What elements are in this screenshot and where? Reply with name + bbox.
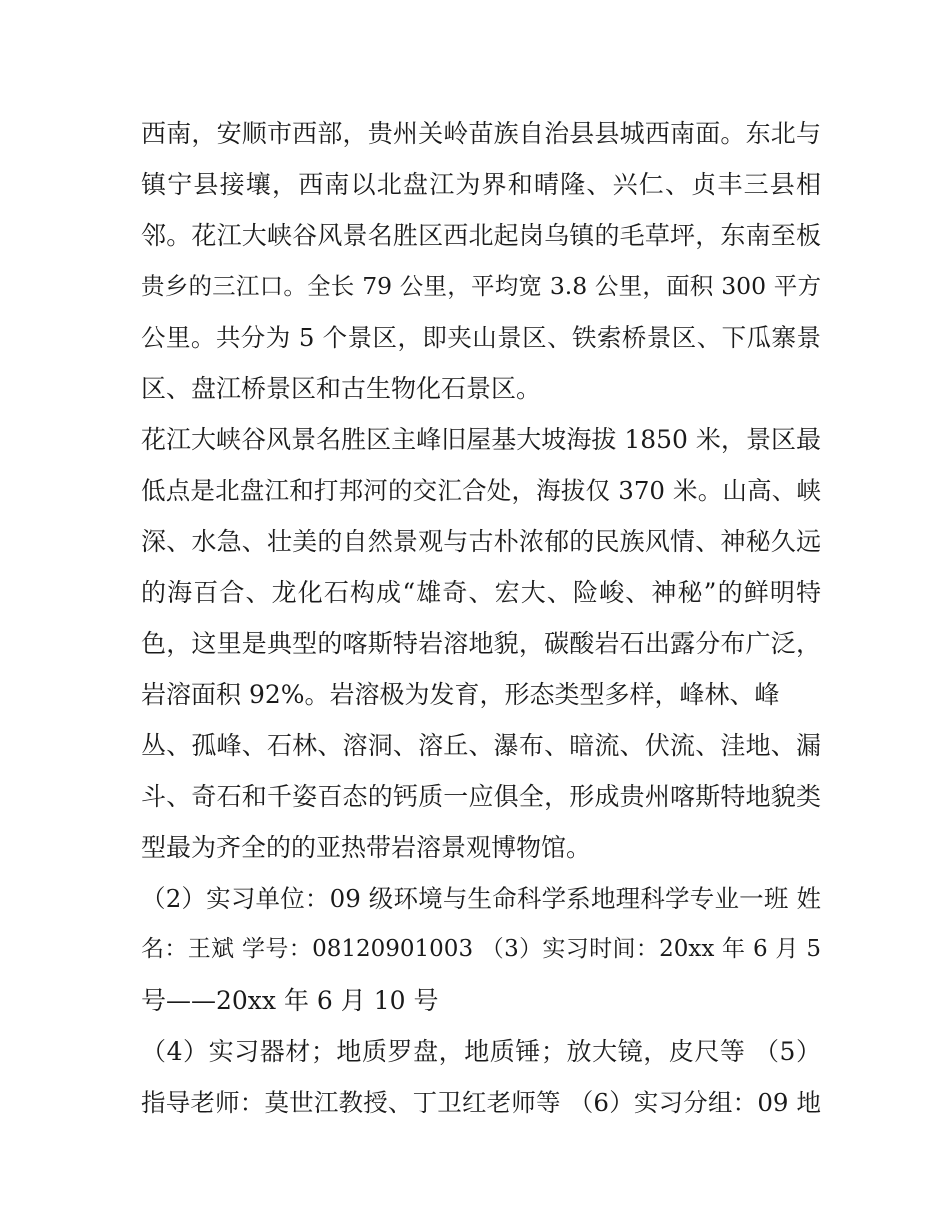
- text-line: 深、水急、壮美的自然景观与古朴浓郁的民族风情、神秘久远: [141, 527, 821, 556]
- text-line: 镇宁县接壤，西南以北盘江为界和晴隆、兴仁、贞丰三县相: [141, 170, 821, 199]
- text-line: 号——20xx 年 6 月 10 号: [141, 986, 439, 1015]
- text-line: 西南，安顺市西部，贵州关岭苗族自治县县城西南面。东北与: [141, 119, 821, 148]
- text-line: 岩溶面积 92%。岩溶极为发育，形态类型多样，峰林、峰: [141, 680, 780, 709]
- text-line: 的海百合、龙化石构成“雄奇、宏大、险峻、神秘”的鲜明特: [141, 578, 821, 607]
- text-line: 花江大峡谷风景名胜区主峰旧屋基大坡海拔 1850 米，景区最: [141, 425, 821, 454]
- text-line: 丛、孤峰、石林、溶洞、溶丘、瀑布、暗流、伏流、洼地、漏: [141, 731, 821, 760]
- text-line: 公里。共分为 5 个景区，即夹山景区、铁索桥景区、下瓜寨景: [141, 323, 821, 352]
- body-text: [141, 108, 821, 1128]
- text-line: 贵乡的三江口。全长 79 公里，平均宽 3.8 公里，面积 300 平方: [141, 272, 821, 300]
- text-line: 区、盘江桥景区和古生物化石景区。: [141, 374, 542, 403]
- text-line: （4）实习器材；地质罗盘，地质锤；放大镜，皮尺等 （5）: [141, 1037, 821, 1066]
- text-line: 低点是北盘江和打邦河的交汇合处，海拔仅 370 米。山高、峡: [141, 476, 821, 505]
- text-line: 斗、奇石和千姿百态的钙质一应俱全，形成贵州喀斯特地貌类: [141, 782, 821, 811]
- text-line: 名：王斌 学号：08120901003 （3）实习时间：20xx 年 6 月 5: [141, 936, 821, 962]
- text-line: 指导老师：莫世江教授、丁卫红老师等 （6）实习分组：09 地: [141, 1088, 821, 1117]
- text-line: 色，这里是典型的喀斯特岩溶地貌，碳酸岩石出露分布广泛，: [141, 629, 821, 658]
- text-line: 型最为齐全的的亚热带岩溶景观博物馆。: [141, 833, 592, 862]
- text-line: 邻。花江大峡谷风景名胜区西北起岗乌镇的毛草坪，东南至板: [141, 221, 821, 250]
- text-line: （2）实习单位：09 级环境与生命科学系地理科学专业一班 姓: [141, 884, 821, 913]
